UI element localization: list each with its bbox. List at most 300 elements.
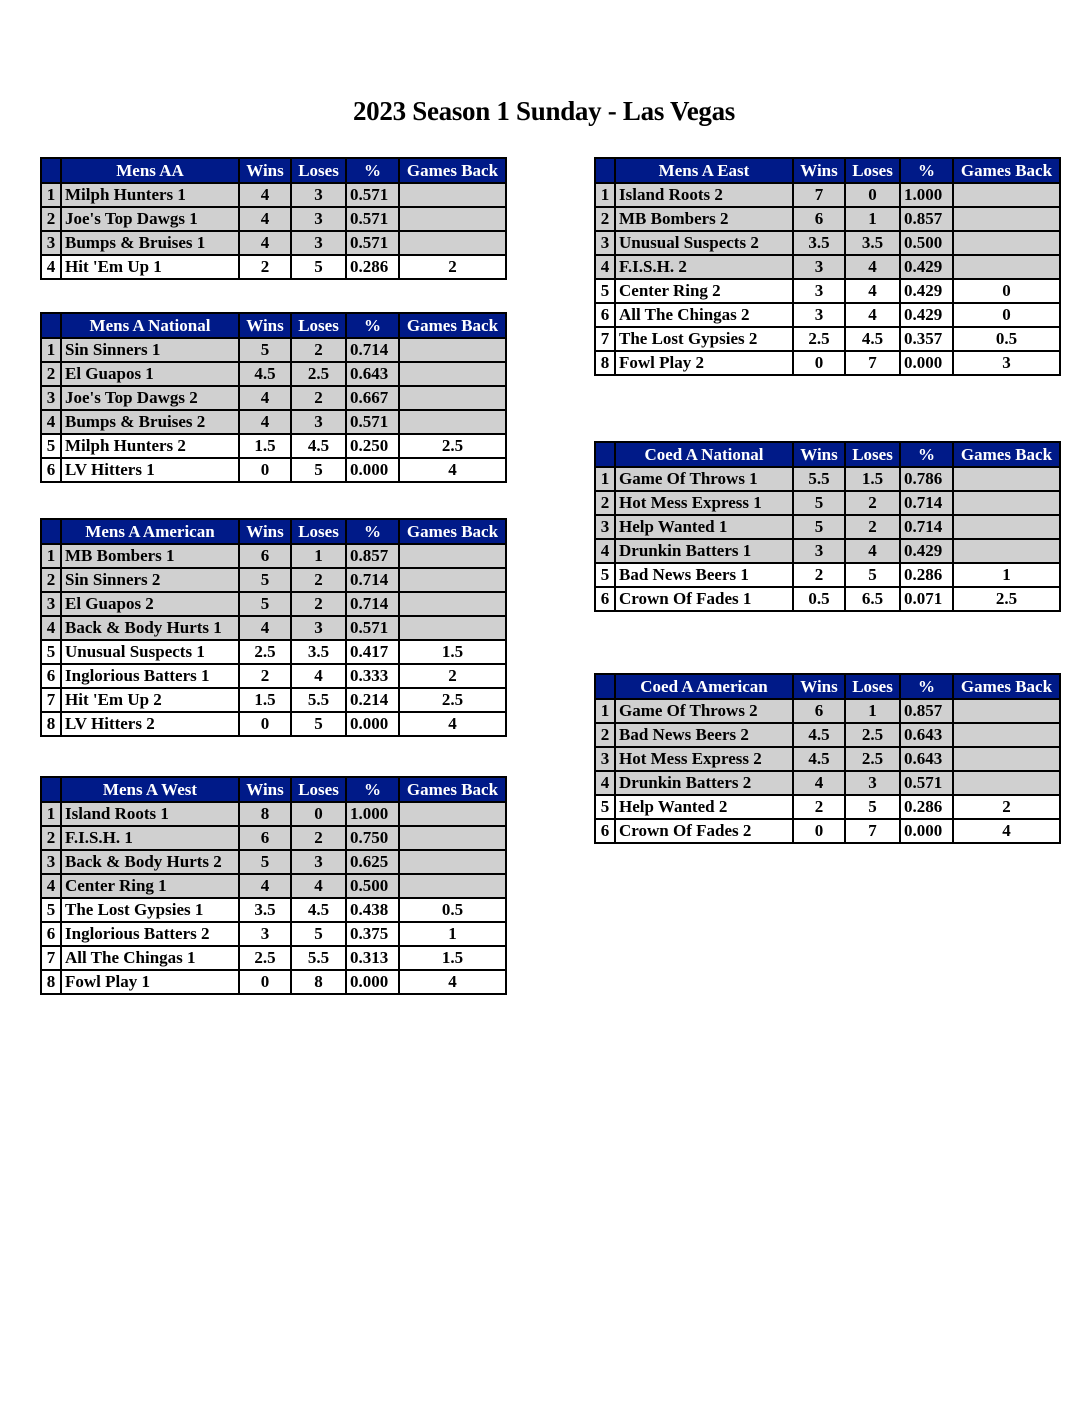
team-name-cell: Island Roots 1 <box>61 802 239 826</box>
loses-header: Loses <box>291 777 346 802</box>
wins-cell: 0 <box>793 351 845 375</box>
games-back-header: Games Back <box>953 158 1060 183</box>
pct-cell: 0.214 <box>346 688 399 712</box>
table-row <box>595 467 1060 491</box>
team-name-cell: Center Ring 1 <box>61 874 239 898</box>
wins-cell: 8 <box>239 802 291 826</box>
wins-cell: 6 <box>793 207 845 231</box>
pct-cell: 0.250 <box>346 434 399 458</box>
games-back-cell: 1.5 <box>399 640 506 664</box>
rank-cell: 4 <box>41 410 61 434</box>
pct-cell: 0.438 <box>346 898 399 922</box>
rank-cell: 2 <box>595 723 615 747</box>
team-name-cell: Back & Body Hurts 1 <box>61 616 239 640</box>
table-row <box>595 491 1060 515</box>
pct-header: % <box>900 158 953 183</box>
pct-cell: 0.000 <box>346 458 399 482</box>
rank-cell: 5 <box>41 898 61 922</box>
games-back-cell <box>953 183 1060 207</box>
loses-header: Loses <box>291 519 346 544</box>
rank-header <box>41 313 61 338</box>
wins-cell: 5 <box>793 491 845 515</box>
games-back-cell <box>953 539 1060 563</box>
wins-cell: 3 <box>793 539 845 563</box>
team-name-cell: All The Chingas 2 <box>615 303 793 327</box>
games-back-cell: 2.5 <box>953 587 1060 611</box>
loses-cell: 2 <box>291 568 346 592</box>
games-back-cell <box>953 771 1060 795</box>
division-name: Mens A National <box>61 313 239 338</box>
team-name-cell: Bumps & Bruises 2 <box>61 410 239 434</box>
pct-cell: 0.625 <box>346 850 399 874</box>
wins-cell: 2 <box>239 664 291 688</box>
rank-cell: 4 <box>41 616 61 640</box>
wins-cell: 4 <box>239 410 291 434</box>
rank-cell: 3 <box>595 231 615 255</box>
games-back-cell <box>399 362 506 386</box>
rank-cell: 1 <box>595 699 615 723</box>
pct-cell: 0.286 <box>900 795 953 819</box>
pct-header: % <box>900 442 953 467</box>
table-row <box>41 802 506 826</box>
pct-header: % <box>346 519 399 544</box>
table-row <box>595 771 1060 795</box>
rank-cell: 5 <box>595 795 615 819</box>
table-header-row <box>41 313 506 338</box>
team-name-cell: F.I.S.H. 2 <box>615 255 793 279</box>
rank-cell: 4 <box>595 255 615 279</box>
pct-cell: 0.857 <box>900 699 953 723</box>
pct-cell: 0.417 <box>346 640 399 664</box>
loses-cell: 7 <box>845 351 900 375</box>
wins-cell: 3 <box>793 303 845 327</box>
team-name-cell: MB Bombers 2 <box>615 207 793 231</box>
games-back-header: Games Back <box>953 442 1060 467</box>
pct-cell: 0.500 <box>900 231 953 255</box>
table-row <box>595 279 1060 303</box>
team-name-cell: Crown Of Fades 1 <box>615 587 793 611</box>
team-name-cell: Joe's Top Dawgs 2 <box>61 386 239 410</box>
rank-cell: 2 <box>595 207 615 231</box>
rank-cell: 2 <box>41 207 61 231</box>
games-back-cell <box>399 592 506 616</box>
team-name-cell: Inglorious Batters 1 <box>61 664 239 688</box>
team-name-cell: Hit 'Em Up 1 <box>61 255 239 279</box>
games-back-cell <box>399 386 506 410</box>
rank-cell: 5 <box>595 279 615 303</box>
wins-cell: 2.5 <box>239 946 291 970</box>
loses-cell: 0 <box>291 802 346 826</box>
pct-cell: 0.714 <box>900 515 953 539</box>
wins-cell: 3 <box>793 255 845 279</box>
team-name-cell: Island Roots 2 <box>615 183 793 207</box>
loses-cell: 1.5 <box>845 467 900 491</box>
team-name-cell: All The Chingas 1 <box>61 946 239 970</box>
pct-cell: 0.429 <box>900 255 953 279</box>
wins-cell: 2.5 <box>793 327 845 351</box>
rank-cell: 8 <box>595 351 615 375</box>
games-back-cell: 2.5 <box>399 434 506 458</box>
team-name-cell: Drunkin Batters 1 <box>615 539 793 563</box>
wins-cell: 0 <box>239 712 291 736</box>
table-row <box>41 616 506 640</box>
wins-cell: 6 <box>239 544 291 568</box>
loses-header: Loses <box>291 313 346 338</box>
games-back-header: Games Back <box>399 519 506 544</box>
games-back-cell: 2.5 <box>399 688 506 712</box>
team-name-cell: Unusual Suspects 2 <box>615 231 793 255</box>
pct-cell: 0.071 <box>900 587 953 611</box>
team-name-cell: LV Hitters 1 <box>61 458 239 482</box>
team-name-cell: The Lost Gypsies 2 <box>615 327 793 351</box>
table-header-row <box>41 519 506 544</box>
games-back-header: Games Back <box>399 777 506 802</box>
rank-cell: 3 <box>41 386 61 410</box>
games-back-cell: 0.5 <box>399 898 506 922</box>
pct-cell: 0.714 <box>346 592 399 616</box>
standings-table-mens-a-american <box>40 518 507 737</box>
loses-cell: 4 <box>845 255 900 279</box>
pct-cell: 0.000 <box>346 970 399 994</box>
loses-cell: 3 <box>291 850 346 874</box>
division-name: Mens A East <box>615 158 793 183</box>
rank-cell: 8 <box>41 712 61 736</box>
standings-table-mens-a-west <box>40 776 507 995</box>
table-row <box>41 338 506 362</box>
table-row <box>41 410 506 434</box>
rank-cell: 2 <box>41 568 61 592</box>
team-name-cell: Hot Mess Express 2 <box>615 747 793 771</box>
table-row <box>41 362 506 386</box>
loses-cell: 1 <box>845 699 900 723</box>
wins-cell: 4.5 <box>239 362 291 386</box>
wins-cell: 2 <box>793 563 845 587</box>
pct-cell: 0.313 <box>346 946 399 970</box>
wins-cell: 3 <box>793 279 845 303</box>
loses-cell: 2 <box>291 826 346 850</box>
rank-cell: 3 <box>41 231 61 255</box>
team-name-cell: Back & Body Hurts 2 <box>61 850 239 874</box>
table-row <box>41 826 506 850</box>
rank-header <box>595 158 615 183</box>
table-row <box>41 712 506 736</box>
loses-cell: 4.5 <box>291 898 346 922</box>
table-row <box>41 568 506 592</box>
rank-cell: 2 <box>595 491 615 515</box>
rank-cell: 6 <box>41 664 61 688</box>
table-header-row <box>595 158 1060 183</box>
pct-cell: 0.357 <box>900 327 953 351</box>
team-name-cell: Help Wanted 2 <box>615 795 793 819</box>
wins-cell: 4.5 <box>793 747 845 771</box>
wins-cell: 2.5 <box>239 640 291 664</box>
loses-cell: 4 <box>845 303 900 327</box>
games-back-cell <box>399 207 506 231</box>
games-back-cell: 4 <box>953 819 1060 843</box>
games-back-cell: 4 <box>399 712 506 736</box>
team-name-cell: Game Of Throws 1 <box>615 467 793 491</box>
rank-cell: 2 <box>41 362 61 386</box>
pct-cell: 0.667 <box>346 386 399 410</box>
wins-cell: 3.5 <box>239 898 291 922</box>
wins-cell: 1.5 <box>239 688 291 712</box>
wins-cell: 4 <box>239 874 291 898</box>
games-back-cell <box>399 544 506 568</box>
pct-cell: 0.571 <box>346 207 399 231</box>
games-back-cell <box>399 850 506 874</box>
rank-cell: 1 <box>41 544 61 568</box>
wins-cell: 5 <box>239 850 291 874</box>
table-row <box>595 207 1060 231</box>
pct-cell: 0.286 <box>346 255 399 279</box>
team-name-cell: MB Bombers 1 <box>61 544 239 568</box>
team-name-cell: Joe's Top Dawgs 1 <box>61 207 239 231</box>
table-row <box>41 874 506 898</box>
pct-cell: 0.000 <box>900 819 953 843</box>
games-back-cell <box>953 231 1060 255</box>
division-name: Coed A National <box>615 442 793 467</box>
table-header-row <box>41 777 506 802</box>
table-row <box>41 664 506 688</box>
wins-cell: 0 <box>239 458 291 482</box>
loses-cell: 3 <box>291 183 346 207</box>
team-name-cell: Bad News Beers 2 <box>615 723 793 747</box>
team-name-cell: El Guapos 1 <box>61 362 239 386</box>
rank-header <box>41 519 61 544</box>
loses-cell: 0 <box>845 183 900 207</box>
table-row <box>41 255 506 279</box>
table-row <box>41 898 506 922</box>
page-title: 2023 Season 1 Sunday - Las Vegas <box>352 96 736 126</box>
games-back-cell <box>953 747 1060 771</box>
pct-cell: 0.333 <box>346 664 399 688</box>
loses-cell: 7 <box>845 819 900 843</box>
wins-cell: 6 <box>793 699 845 723</box>
rank-cell: 1 <box>41 338 61 362</box>
rank-cell: 5 <box>41 640 61 664</box>
table-header-row <box>595 442 1060 467</box>
table-row <box>41 544 506 568</box>
wins-cell: 3.5 <box>793 231 845 255</box>
rank-cell: 4 <box>41 874 61 898</box>
pct-cell: 0.429 <box>900 539 953 563</box>
pct-cell: 0.000 <box>346 712 399 736</box>
loses-cell: 5 <box>845 795 900 819</box>
loses-cell: 3 <box>291 231 346 255</box>
rank-cell: 6 <box>595 303 615 327</box>
loses-cell: 4 <box>845 539 900 563</box>
loses-header: Loses <box>845 442 900 467</box>
team-name-cell: Sin Sinners 2 <box>61 568 239 592</box>
pct-cell: 0.375 <box>346 922 399 946</box>
pct-cell: 1.000 <box>900 183 953 207</box>
team-name-cell: Crown Of Fades 2 <box>615 819 793 843</box>
wins-header: Wins <box>793 158 845 183</box>
rank-cell: 6 <box>41 458 61 482</box>
table-header-row <box>41 158 506 183</box>
loses-cell: 2.5 <box>845 747 900 771</box>
table-row <box>595 587 1060 611</box>
games-back-cell <box>953 515 1060 539</box>
games-back-cell: 1 <box>953 563 1060 587</box>
wins-cell: 4 <box>239 231 291 255</box>
rank-cell: 3 <box>595 515 615 539</box>
games-back-cell <box>953 255 1060 279</box>
team-name-cell: Bumps & Bruises 1 <box>61 231 239 255</box>
games-back-cell <box>399 410 506 434</box>
table-row <box>41 458 506 482</box>
wins-cell: 1.5 <box>239 434 291 458</box>
division-name: Coed A American <box>615 674 793 699</box>
team-name-cell: Hot Mess Express 1 <box>615 491 793 515</box>
games-back-cell <box>399 874 506 898</box>
team-name-cell: The Lost Gypsies 1 <box>61 898 239 922</box>
pct-header: % <box>346 313 399 338</box>
games-back-cell: 0 <box>953 303 1060 327</box>
table-row <box>41 640 506 664</box>
rank-cell: 7 <box>595 327 615 351</box>
loses-cell: 3.5 <box>845 231 900 255</box>
loses-cell: 2 <box>291 386 346 410</box>
pct-cell: 0.500 <box>346 874 399 898</box>
loses-cell: 6.5 <box>845 587 900 611</box>
team-name-cell: Fowl Play 2 <box>615 351 793 375</box>
pct-cell: 0.571 <box>346 616 399 640</box>
games-back-cell <box>953 467 1060 491</box>
table-header-row <box>595 674 1060 699</box>
pct-cell: 0.714 <box>346 568 399 592</box>
table-row <box>595 539 1060 563</box>
games-back-cell: 3 <box>953 351 1060 375</box>
table-row <box>41 231 506 255</box>
table-row <box>41 207 506 231</box>
pct-cell: 0.714 <box>900 491 953 515</box>
table-row <box>595 747 1060 771</box>
wins-header: Wins <box>239 313 291 338</box>
division-name: Mens AA <box>61 158 239 183</box>
pct-header: % <box>900 674 953 699</box>
games-back-cell <box>399 616 506 640</box>
team-name-cell: Center Ring 2 <box>615 279 793 303</box>
loses-cell: 4 <box>845 279 900 303</box>
loses-cell: 4.5 <box>291 434 346 458</box>
games-back-cell: 4 <box>399 970 506 994</box>
team-name-cell: Fowl Play 1 <box>61 970 239 994</box>
team-name-cell: Milph Hunters 1 <box>61 183 239 207</box>
pct-cell: 0.750 <box>346 826 399 850</box>
wins-cell: 2 <box>793 795 845 819</box>
wins-cell: 4.5 <box>793 723 845 747</box>
rank-cell: 3 <box>41 850 61 874</box>
rank-cell: 6 <box>595 819 615 843</box>
table-row <box>595 699 1060 723</box>
rank-cell: 6 <box>595 587 615 611</box>
rank-cell: 8 <box>41 970 61 994</box>
rank-header <box>41 158 61 183</box>
table-row <box>595 795 1060 819</box>
games-back-cell <box>953 723 1060 747</box>
loses-cell: 2 <box>845 491 900 515</box>
loses-cell: 5 <box>291 458 346 482</box>
table-row <box>595 515 1060 539</box>
games-back-cell <box>399 802 506 826</box>
wins-cell: 5 <box>239 568 291 592</box>
pct-cell: 0.571 <box>346 183 399 207</box>
loses-cell: 8 <box>291 970 346 994</box>
wins-header: Wins <box>793 442 845 467</box>
wins-cell: 4 <box>239 616 291 640</box>
loses-cell: 2.5 <box>845 723 900 747</box>
loses-cell: 3 <box>291 207 346 231</box>
games-back-cell <box>953 491 1060 515</box>
team-name-cell: Inglorious Batters 2 <box>61 922 239 946</box>
loses-cell: 2 <box>291 338 346 362</box>
rank-cell: 3 <box>595 747 615 771</box>
table-row <box>595 563 1060 587</box>
pct-cell: 0.643 <box>900 747 953 771</box>
wins-cell: 4 <box>239 386 291 410</box>
team-name-cell: Hit 'Em Up 2 <box>61 688 239 712</box>
standings-table-mens-a-national <box>40 312 507 483</box>
wins-header: Wins <box>239 777 291 802</box>
pct-header: % <box>346 158 399 183</box>
table-row <box>41 688 506 712</box>
loses-cell: 5 <box>291 255 346 279</box>
rank-header <box>595 442 615 467</box>
loses-cell: 3 <box>291 616 346 640</box>
loses-cell: 3.5 <box>291 640 346 664</box>
wins-cell: 5 <box>239 338 291 362</box>
standings-table-coed-a-american <box>594 673 1061 844</box>
rank-header <box>595 674 615 699</box>
pct-cell: 0.571 <box>346 410 399 434</box>
wins-cell: 0 <box>239 970 291 994</box>
games-back-cell: 4 <box>399 458 506 482</box>
wins-cell: 7 <box>793 183 845 207</box>
pct-cell: 0.571 <box>346 231 399 255</box>
games-back-header: Games Back <box>399 313 506 338</box>
pct-cell: 0.286 <box>900 563 953 587</box>
loses-cell: 3 <box>291 410 346 434</box>
loses-cell: 4 <box>291 664 346 688</box>
loses-cell: 5 <box>291 922 346 946</box>
table-row <box>595 327 1060 351</box>
team-name-cell: LV Hitters 2 <box>61 712 239 736</box>
rank-cell: 6 <box>41 922 61 946</box>
table-row <box>595 303 1060 327</box>
pct-cell: 0.714 <box>346 338 399 362</box>
team-name-cell: Unusual Suspects 1 <box>61 640 239 664</box>
pct-cell: 0.429 <box>900 303 953 327</box>
rank-cell: 1 <box>595 467 615 491</box>
loses-cell: 2 <box>845 515 900 539</box>
team-name-cell: Help Wanted 1 <box>615 515 793 539</box>
wins-cell: 3 <box>239 922 291 946</box>
loses-cell: 3 <box>845 771 900 795</box>
team-name-cell: F.I.S.H. 1 <box>61 826 239 850</box>
games-back-cell: 2 <box>399 255 506 279</box>
standings-table-mens-a-east <box>594 157 1061 376</box>
table-row <box>41 183 506 207</box>
pct-cell: 0.786 <box>900 467 953 491</box>
wins-cell: 5 <box>793 515 845 539</box>
division-name: Mens A American <box>61 519 239 544</box>
table-row <box>41 946 506 970</box>
games-back-cell: 2 <box>399 664 506 688</box>
rank-cell: 1 <box>41 802 61 826</box>
rank-cell: 4 <box>595 771 615 795</box>
table-row <box>41 850 506 874</box>
